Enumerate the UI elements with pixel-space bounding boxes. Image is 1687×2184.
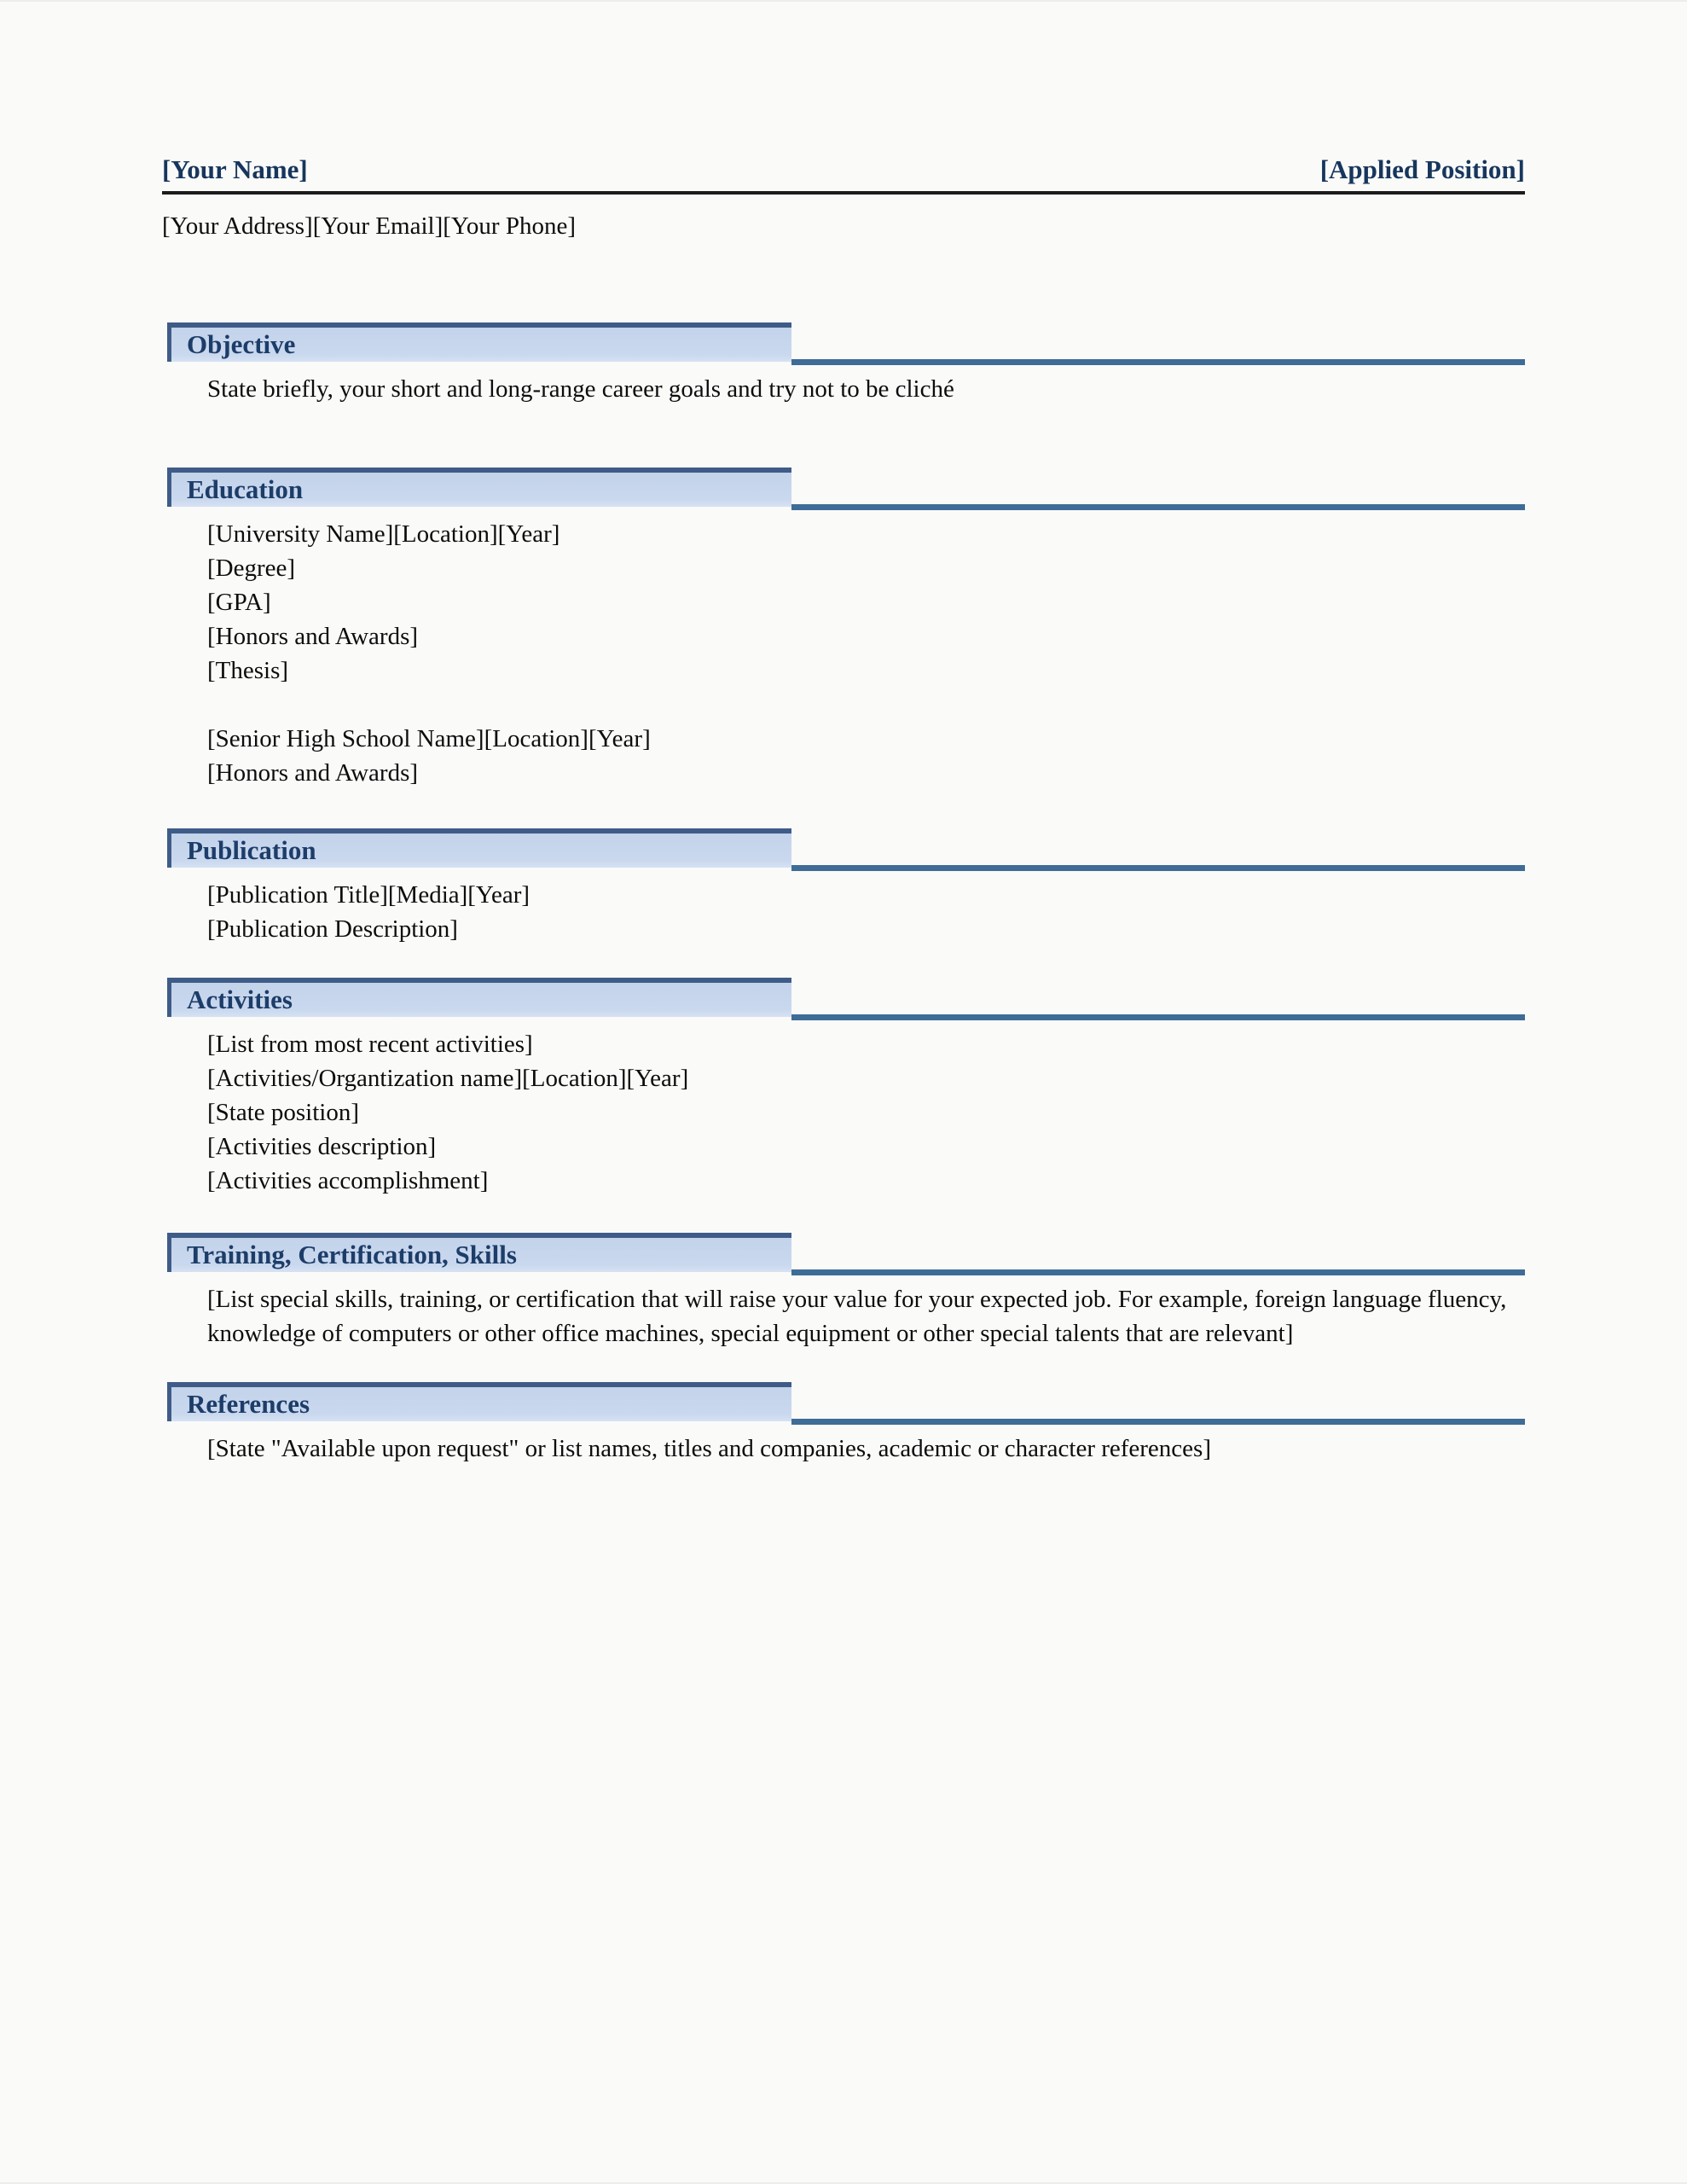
section-activities	[162, 978, 1525, 1198]
section-body	[162, 1432, 1525, 1466]
placeholder-paragraph: [List special skills, training, or certification that will raise your value for your expected job. For example, foreign language fluency, knowledge of computers or other office machines, special equipment or other special talents that are relevant]	[207, 1286, 1507, 1347]
placeholder-line: [Activities description]	[207, 1133, 437, 1160]
section-training-header	[162, 1233, 1525, 1272]
placeholder-line: [Degree]	[207, 555, 296, 582]
placeholder-line: [State "Available upon request" or list names, titles and companies, academic or character references]	[207, 1435, 1211, 1462]
section-title: Activities	[187, 985, 293, 1014]
placeholder-line: [Activities/Organtization name][Location][Year]	[207, 1065, 689, 1092]
section-activities-header	[162, 978, 1525, 1017]
section-rule	[791, 359, 1525, 365]
section-body	[162, 1027, 1525, 1198]
section-title: Objective	[187, 329, 296, 359]
section-title-box	[167, 1382, 791, 1421]
placeholder-line: [Publication Description]	[207, 915, 458, 943]
section-title-box	[167, 828, 791, 868]
name-placeholder: [Your Name]	[162, 154, 308, 184]
section-title-box	[167, 468, 791, 507]
placeholder-line: [Publication Title][Media][Year]	[207, 881, 530, 909]
blank-line	[207, 688, 1525, 722]
section-body	[162, 1282, 1525, 1350]
section-body	[162, 878, 1525, 946]
section-title: Publication	[187, 835, 316, 865]
section-publication	[162, 828, 1525, 946]
placeholder-line: [Activities accomplishment]	[207, 1167, 489, 1194]
placeholder-line: [Honors and Awards]	[207, 623, 419, 650]
section-rule	[791, 1419, 1525, 1425]
placeholder-line: State briefly, your short and long-range career goals and try not to be cliché	[207, 375, 954, 403]
placeholder-line: [State position]	[207, 1099, 360, 1126]
section-title: References	[187, 1389, 310, 1419]
section-training-certification-skills	[162, 1233, 1525, 1350]
section-title-box	[167, 978, 791, 1017]
section-body	[162, 372, 1525, 406]
section-rule	[791, 1014, 1525, 1020]
placeholder-line: [List from most recent activities]	[207, 1031, 533, 1058]
page-content	[0, 2, 1687, 1466]
document-header	[162, 2, 1525, 184]
section-title: Education	[187, 474, 304, 504]
placeholder-line: [University Name][Location][Year]	[207, 520, 560, 548]
section-rule	[791, 504, 1525, 510]
placeholder-line: [Honors and Awards]	[207, 759, 419, 787]
placeholder-line: [Senior High School Name][Location][Year]	[207, 725, 651, 752]
applied-position-placeholder: [Applied Position]	[1319, 154, 1525, 184]
section-references	[162, 1382, 1525, 1466]
placeholder-line: [Thesis]	[207, 657, 289, 684]
section-publication-header	[162, 828, 1525, 868]
section-title-box	[167, 1233, 791, 1272]
section-title: Training, Certification, Skills	[187, 1240, 517, 1269]
section-references-header	[162, 1382, 1525, 1421]
section-objective-header	[162, 322, 1525, 362]
header-rule	[162, 191, 1525, 195]
placeholder-line: [GPA]	[207, 589, 271, 616]
section-education-header	[162, 468, 1525, 507]
section-title-box	[167, 322, 791, 362]
section-rule	[791, 865, 1525, 871]
section-rule	[791, 1269, 1525, 1275]
section-objective	[162, 322, 1525, 406]
section-education	[162, 468, 1525, 790]
section-body	[162, 517, 1525, 790]
contact-line: [Your Address][Your Email][Your Phone]	[162, 212, 576, 240]
